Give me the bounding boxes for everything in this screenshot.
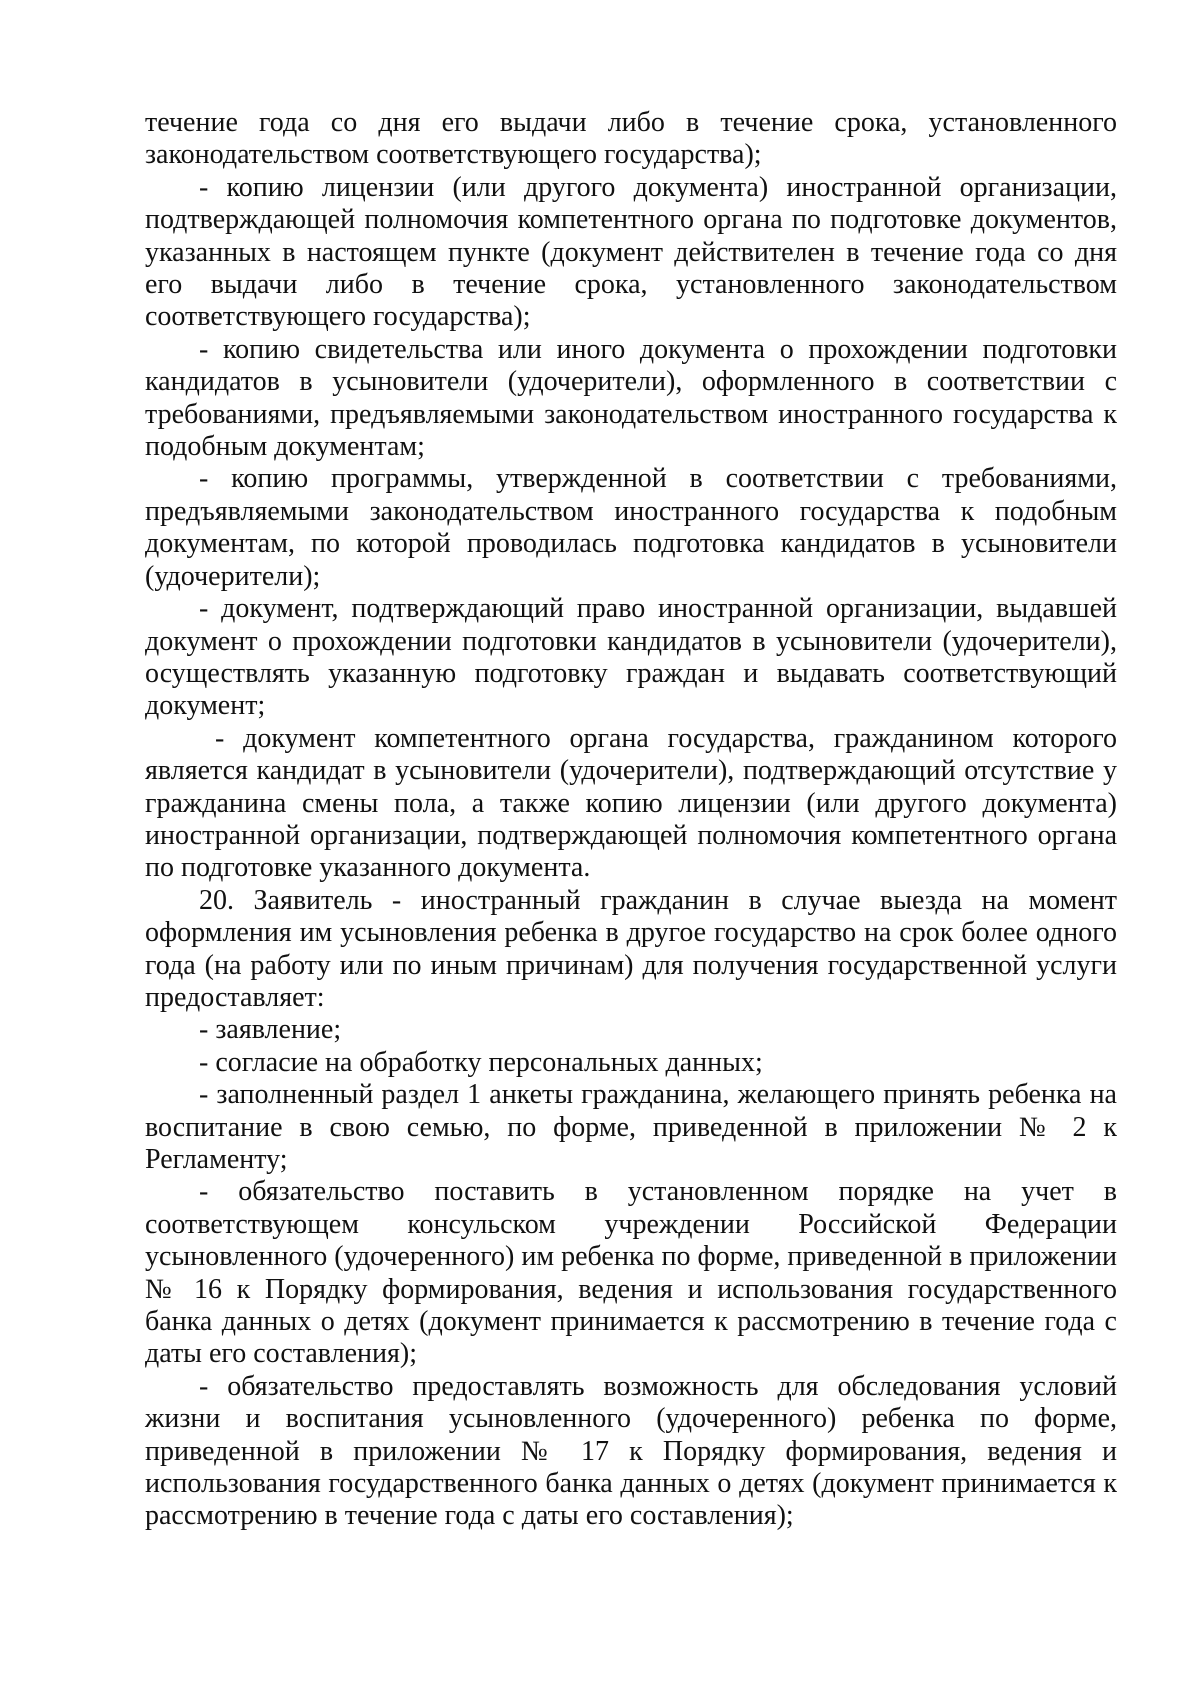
paragraph-training-program: - копию программы, утвержденной в соответствии с требованиями, предъявляемыми законодательством иностранного государства к подобным документам, по которой проводилась подготовка кандидатов в усыновители (удочерители); [145, 463, 1117, 592]
paragraph-continuation: течение года со дня его выдачи либо в течение срока, установленного законодательством соответствующего государства); [145, 107, 1117, 171]
paragraph-training-certificate: - копию свидетельства или иного документа о прохождении подготовки кандидатов в усыновители (удочерители), оформленного в соответствии с требованиями, предъявляемыми законодательством иностранного государства к подобным документам; [145, 333, 1117, 463]
paragraph-application: - заявление; [199, 1014, 342, 1046]
paragraph-registration-obligation: - обязательство поставить в установленном порядке на учет в соответствующем консульском учреждении Российской Федерации усыновленного (удочеренного) им ребенка по форме, приведенной в приложении № 16 к Порядку формирования, ведения и использования государственного банка данных о детях (документ принимается к рассмотрению в течение года с даты его составления); [145, 1176, 1117, 1370]
paragraph-gender-document: - документ компетентного органа государства, гражданином которого является кандидат в усыновители (удочерители), подтверждающий отсутствие у гражданина смены пола, а также копию лицензии (или другого документа) иностранной организации, подтверждающей полномочия компетентного органа по подготовке указанного документа. [145, 722, 1117, 884]
paragraph-consent: - согласие на обработку персональных данных; [199, 1046, 763, 1078]
paragraph-organization-right: - документ, подтверждающий право иностранной организации, выдавшей документ о прохождении подготовки кандидатов в усыновители (удочерители), осуществлять указанную подготовку граждан и выдавать соответствующий документ; [145, 593, 1117, 722]
paragraph-item-20: 20. Заявитель - иностранный гражданин в случае выезда на момент оформления им усыновления ребенка в другое государство на срок более одного года (на работу или по иным причинам) для получения государственной услуги предоставляет: [145, 884, 1117, 1013]
paragraph-questionnaire: - заполненный раздел 1 анкеты гражданина, желающего принять ребенка на воспитание в свою семью, по форме, приведенной в приложении № 2 к Регламенту; [145, 1079, 1117, 1175]
paragraph-license-copy: - копию лицензии (или другого документа) иностранной организации, подтверждающей полномочия компетентного органа по подготовке документов, указанных в настоящем пункте (документ действителен в течение года со дня его выдачи либо в течение срока, установленного законодательством соответствующего государства); [145, 171, 1117, 333]
paragraph-inspection-obligation: - обязательство предоставлять возможность для обследования условий жизни и воспитания усыновленного (удочеренного) ребенка по форме, приведенной в приложении № 17 к Порядку формирования, ведения и использования государственного банка данных о детях (документ принимается к рассмотрению в течение года с даты его составления); [145, 1370, 1117, 1532]
document-body [145, 107, 1117, 1533]
